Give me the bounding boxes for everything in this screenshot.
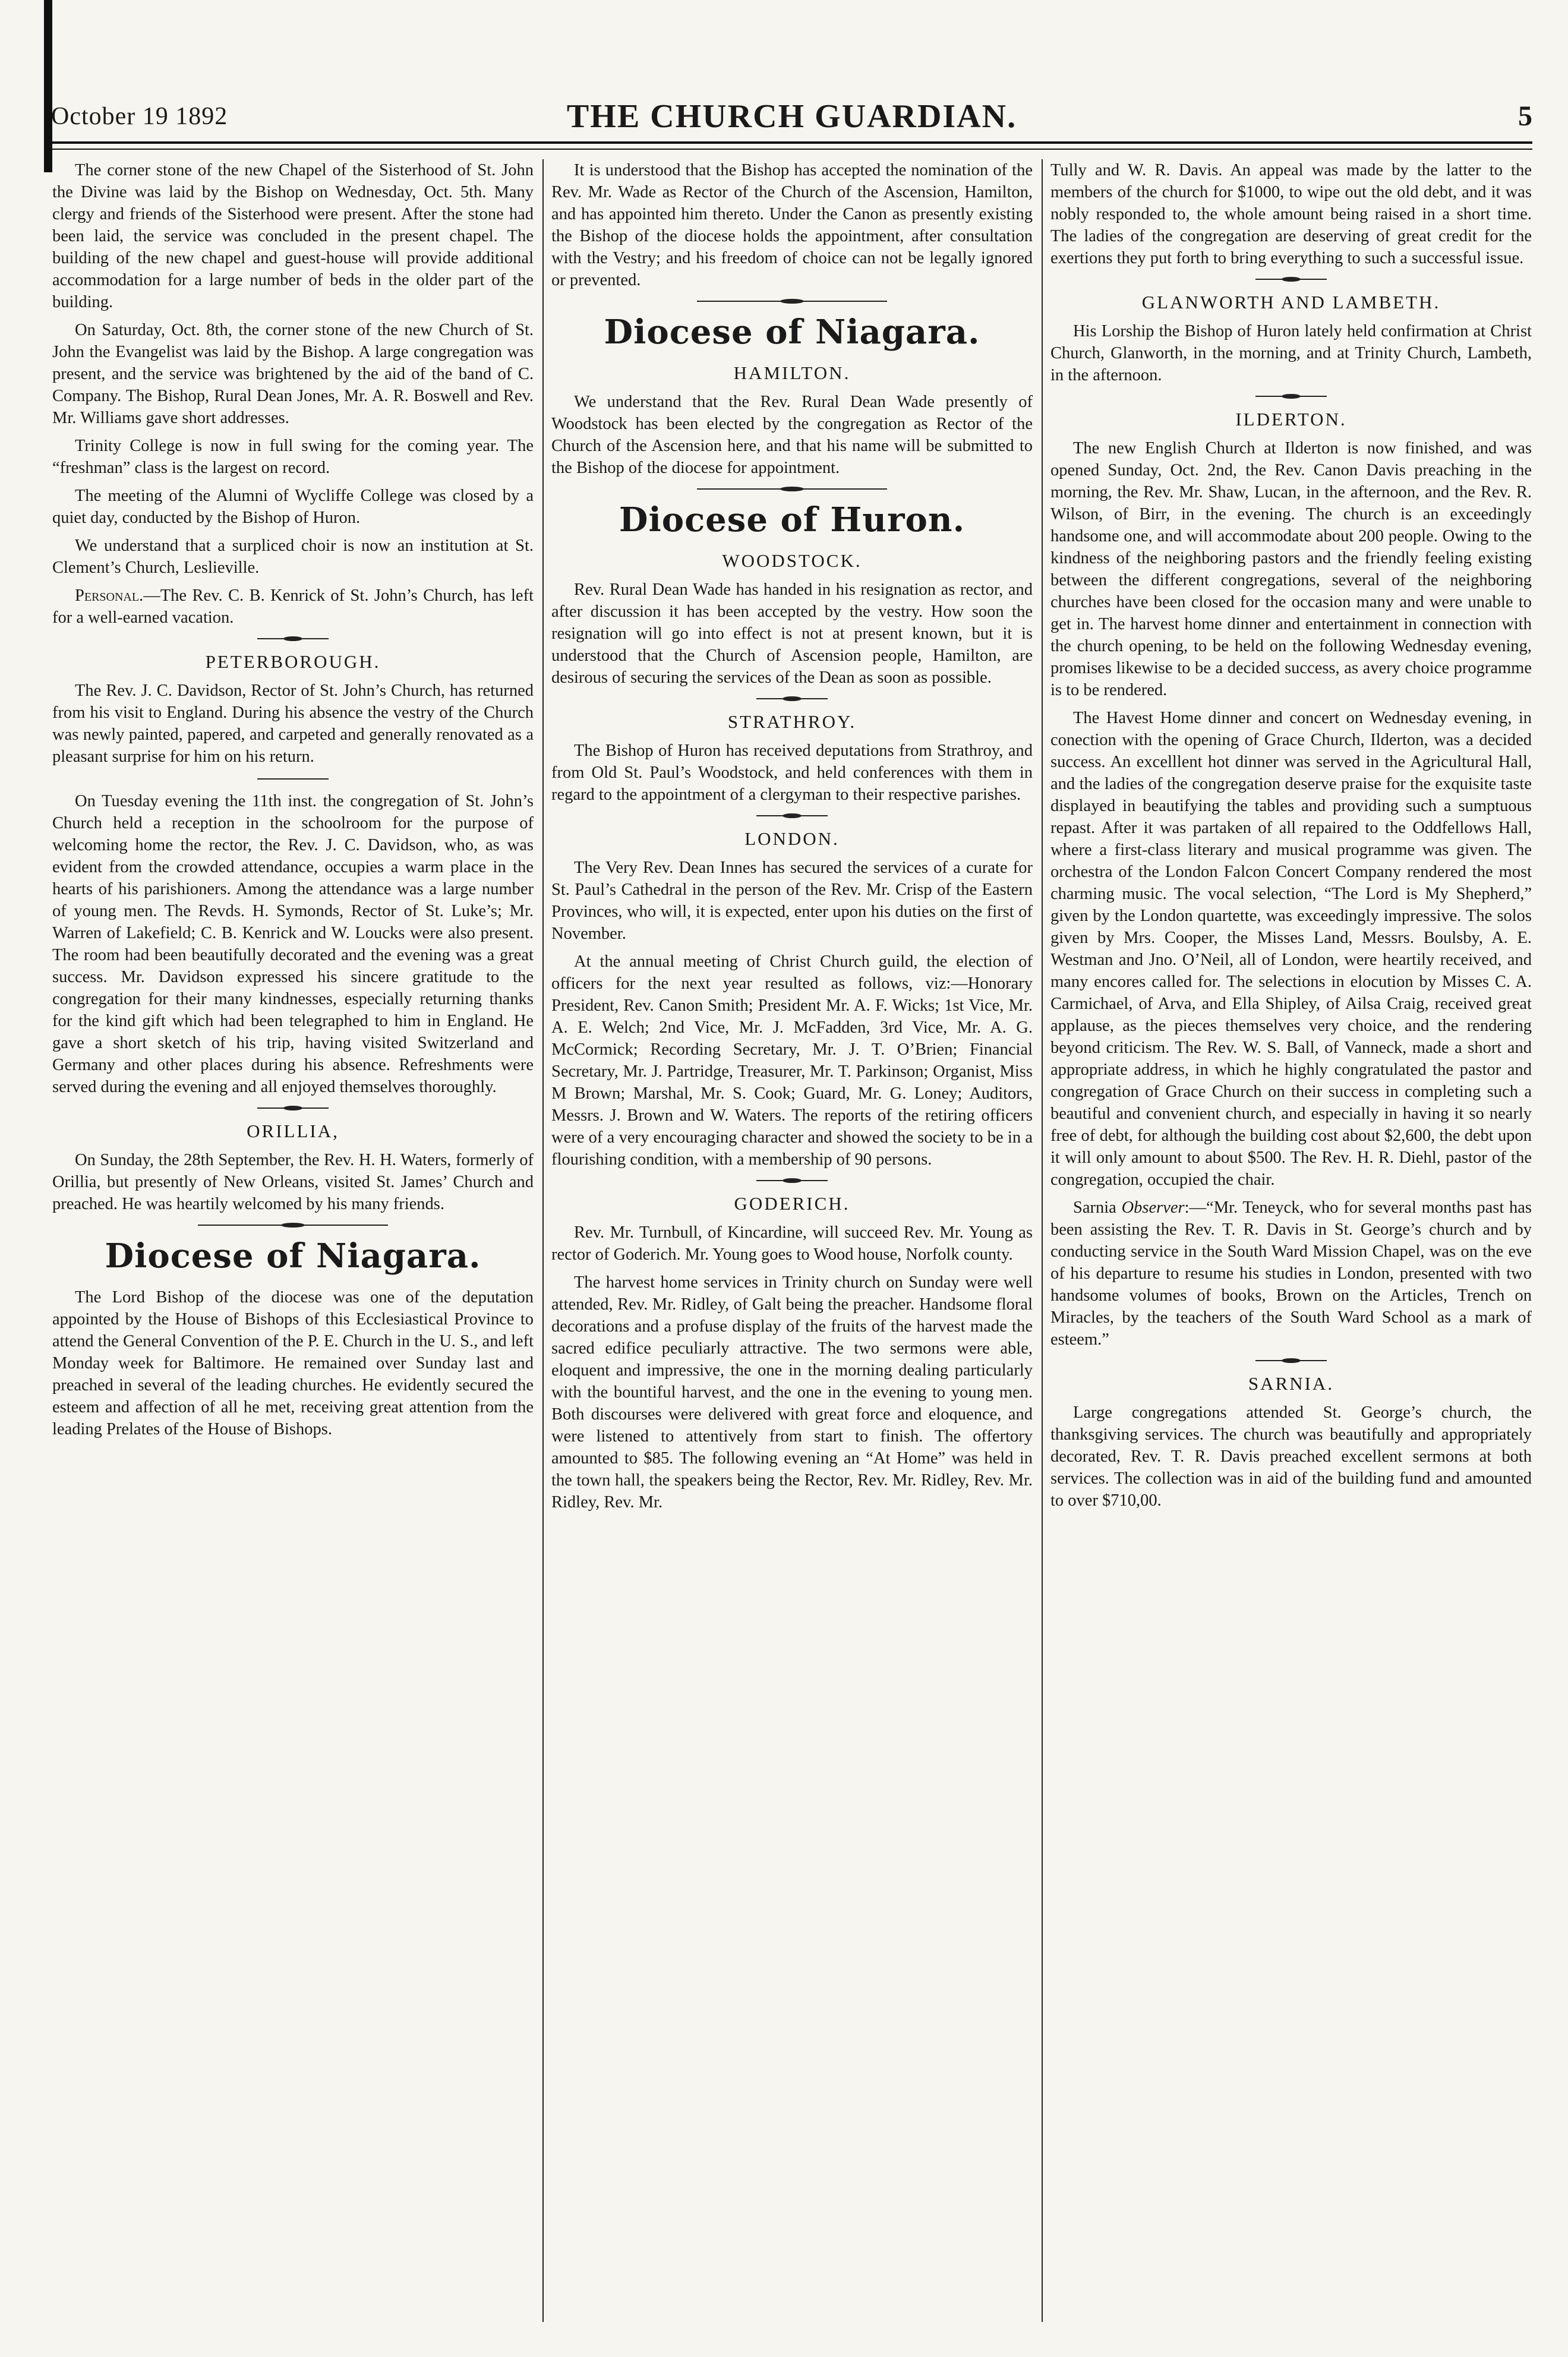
article-lord-bishop-deputation: The Lord Bishop of the diocese was one of the deputation appointed by the House of Bishops of this Ecclesiastical Province to attend the General Convention of the P. E. Church in the U. S., and left Monday week for Baltimore. He remained over Sunday last and preached in several of the leading churches. He evidently secured the esteem and affection of all he met, receiving great attention from the leading Prelates of the House of Bishops.: [52, 1288, 534, 1438]
article-strathroy-deputations: The Bishop of Huron has received deputations from Strathroy, and from Old St. Paul’s Woodstock, and held conferences with them in regard to the appointment of a clergyman to their respective parishes.: [551, 742, 1033, 804]
header-rule-thin: [51, 149, 1532, 150]
heading-peterborough: PETERBOROUGH.: [205, 651, 381, 672]
article-orillia-waters: On Sunday, the 28th September, the Rev. H. H. Waters, formerly of Orillia, but presently of New Orleans, visited St. James’ Church and preached. He was heartily welcomed by his many friends.: [52, 1151, 534, 1213]
page-edge-bar: [44, 0, 52, 172]
heading-hamilton: HAMILTON.: [733, 362, 851, 383]
article-wade-nomination: It is understood that the Bishop has accepted the nomination of the Rev. Mr. Wade as Rector of the Church of the Ascension, Hamilton, and has appointed him thereto. Under the Canon as presently existing the Bishop of the diocese holds the appointment, after consultation with the Vestry; and his freedom of choice can not be legally ignored or prevented.: [551, 161, 1033, 289]
article-davidson-reception: On Tuesday evening the 11th inst. the congregation of St. John’s Church held a reception in the schoolroom for the purpose of welcoming home the rector, the Rev. J. C. Davidson, who, as was evident from the crowded attendance, occupies a warm place in the hearts of his parishioners. Among the attendance was a large number of young men. The Revds. H. Symonds, Rector of St. Luke’s; Mr. Warren of Lakefield; C. B. Kenrick and W. Loucks were also present. The room had been beautifully decorated and the evening was a great success. Mr. Davidson expressed his sincere gratitude to the congregation for their many kindnesses, especially returning thanks for the kind gift which had been telegraphed to him in England. He gave a short sketch of his trip, having visited Switzerland and Germany and other places during his absence. Refreshments were served during the evening and all enjoyed themselves thoroughly.: [52, 792, 534, 1096]
issue-date: October 19 1892: [51, 103, 228, 130]
heading-diocese-niagara: Diocese of Niagara.: [604, 313, 980, 352]
column-2: [551, 159, 1033, 2334]
heading-london: LONDON.: [744, 828, 840, 849]
article-harvest-home-trinity: The harvest home services in Trinity church on Sunday were well attended, Rev. Mr. Ridley, of Galt being the preacher. Handsome floral decorations and a profuse display of the fruits of the harvest made the sacred edifice peculiarly attractive. The two sermons were able, eloquent and impressive, the one in the morning dealing particularly with the bountiful harvest, and the one in the evening to young men. Both discourses were delivered with great force and eloquence, and were listened to attentively from start to finish. The offertory amounted to $85. The following evening an “At Home” was held in the town hall, the speakers being the Rector, Rev. Mr. Ridley, Rev. Mr. Ridley, Rev. Mr.: [551, 1273, 1033, 1512]
short-rule: [257, 778, 329, 780]
article-sarnia-thanksgiving: Large congregations attended St. George’s church, the thanksgiving services. The church was beautifully and appropriately decorated, Rev. T. R. Davis preached excellent sermons at both services. The collection was in aid of the building fund and amounted to over $710,00.: [1050, 1403, 1532, 1510]
sarnia-lead: Sarnia: [1073, 1198, 1122, 1217]
article-hamilton-wade: We understand that the Rev. Rural Dean Wade presently of Woodstock has been elected by the congregation as Rector of the Church of the Ascension here, and that his name will be submitted to the Bishop of the diocese for appointment.: [551, 393, 1033, 477]
article-personal: [52, 585, 534, 629]
article-london-curate: The Very Rev. Dean Innes has secured the services of a curate for St. Paul’s Cathedral in the person of the Rev. Mr. Crisp of the Eastern Provinces, who will, it is expected, enter upon his duties on the first of November.: [551, 859, 1033, 943]
separator-ornament: [756, 1176, 828, 1185]
heading-woodstock: WOODSTOCK.: [722, 550, 862, 571]
article-davidson-return: The Rev. J. C. Davidson, Rector of St. John’s Church, has returned from his visit to England. During his absence the vestry of the Church was newly painted, papered, and carpeted and generally renovated as a pleasant surprise for him on his return.: [52, 681, 534, 766]
heading-glanworth-lambeth: GLANWORTH AND LAMBETH.: [1141, 292, 1441, 313]
heading-diocese-niagara-col1: Diocese of Niagara.: [105, 1236, 481, 1276]
article-st-john-evangelist: On Saturday, Oct. 8th, the corner stone of the new Church of St. John the Evangelist was laid by the Bishop. A large congregation was present, and the service was brightened by the aid of the band of C. Company. The Bishop, Rural Dean Jones, Mr. A. R. Boswell and Rev. Mr. Williams gave short addresses.: [52, 321, 534, 427]
observer-title: Observer: [1121, 1198, 1185, 1217]
article-wycliffe-alumni: The meeting of the Alumni of Wycliffe College was closed by a quiet day, conducted by the Bishop of Huron.: [52, 487, 534, 527]
heading-goderich: GODERICH.: [734, 1193, 850, 1214]
article-glanworth-confirmation: His Lorship the Bishop of Huron lately held confirmation at Christ Church, Glanworth, in the morning, and at Trinity Church, Lambeth, in the afternoon.: [1050, 322, 1532, 384]
personal-text: —The Rev. C. B. Kenrick of St. John’s Church, has left for a well-earned vacation.: [52, 586, 534, 627]
article-christ-church-guild: At the annual meeting of Christ Church guild, the election of officers for the next year resulted as follows, viz:—Honorary President, Rev. Canon Smith; President Mr. A. F. Wicks; 1st Vice, Mr. A. E. Welch; 2nd Vice, Mr. J. McFadden, 3rd Vice, Mr. A. G. McCormick; Recording Secretary, Mr. J. T. O’Brien; Financial Secretary, Mr. J. Partridge, Treasurer, Mr. T. Parkinson; Organist, Miss M Brown; Marshal, Mr. S. Cook; Guard, Mr. G. Loney; Auditors, Messrs. J. Brown and W. Waters. The reports of the retiring officers were of a very encouraging character and showed the society to be in a flourishing condition, with a membership of 90 persons.: [551, 952, 1033, 1169]
personal-lead: Personal.: [75, 586, 144, 605]
article-woodstock-resignation: Rev. Rural Dean Wade has handed in his resignation as rector, and after discussion it has been accepted by the vestry. How soon the resignation will go into effect is not at present known, but it is understood that the Church of Ascension people, Hamilton, are desirous of securing the services of the Dean as soon as possible.: [551, 580, 1033, 687]
heading-ilderton: ILDERTON.: [1235, 409, 1347, 430]
article-harvest-home-dinner: The Havest Home dinner and concert on Wednesday evening, in conection with the opening of Grace Church, Ilderton, was a decided success. An excelllent hot dinner was served in the Agricultural Hall, and the ladies of the congregation deserve praise for the exquisite taste displayed in beautifying the tables and providing such a sumptuous repast. After it was partaken of all repaired to the Oddfellows Hall, where a first-class literary and musical programme was given. The orchestra of the London Falcon Concert Company rendered the most charming music. The vocal selection, “The Lord is My Shepherd,” given by the London quartette, was exceedingly impressive. The solos given by Mrs. Cooper, the Misses Land, Messrs. Boulsby, A. E. Westman and Jno. O’Neil, all of London, were heartily received, and many encores called for. The selections in elocution by Misses C. A. Carmichael, of Arva, and Ella Shipley, of Ailsa Craig, received great applause, as the pieces themselves very choice, and the rendering beyond criticism. The Rev. W. S. Ball, of Vanneck, made a short and appropriate address, in which he highly congratulated the pastor and congregation of Grace Church on their success in completing such a beautiful and convenient church, and especially in having it so nearly free of debt, for although the building cost about $2,600, the debt upon it will only amount to about $500. The Rev. H. R. Diehl, pastor of the congregation, occupied the chair.: [1050, 709, 1532, 1189]
heading-sarnia: SARNIA.: [1248, 1373, 1334, 1394]
header-rule-thick: [51, 141, 1532, 144]
column-3: [1050, 159, 1532, 2334]
separator-ornament: [198, 1221, 388, 1229]
article-columns: [52, 159, 1532, 2334]
heading-strathroy: STRATHROY.: [727, 711, 857, 732]
sarnia-observer-text: :—“Mr. Teneyck, who for several months past has been assisting the Rev. T. R. Davis in St. George’s church and by conducting service in the South Ward Mission Chapel, was on the eve of his departure to resume his studies in London, presented with two handsome volumes of books, Brown on the Articles, Trench on Miracles, by the teachers of the South Ward School as a mark of esteem.”: [1050, 1198, 1532, 1349]
page-number: 5: [1518, 100, 1532, 132]
article-goderich-turnbull: Rev. Mr. Turnbull, of Kincardine, will succeed Rev. Mr. Young as rector of Goderich. Mr. Young goes to Wood house, Norfolk county.: [551, 1223, 1033, 1264]
separator-ornament: [257, 635, 329, 643]
separator-ornament: [257, 1104, 329, 1112]
separator-ornament: [1255, 392, 1327, 400]
article-surpliced-choir: We understand that a surpliced choir is now an institution at St. Clement’s Church, Leslieville.: [52, 537, 534, 577]
newspaper-title: THE CHURCH GUARDIAN.: [566, 98, 1017, 135]
column-1: [52, 159, 534, 2334]
separator-ornament: [697, 297, 887, 305]
separator-ornament: [1255, 275, 1327, 283]
article-ilderton-church: The new English Church at Ilderton is now finished, and was opened Sunday, Oct. 2nd, the Rev. Canon Davis preaching in the morning, the Rev. Mr. Shaw, Lucan, in the afternoon, and the Rev. R. Wilson, of Birr, in the evening. The church is an exceedingly handsome one, and will accommodate about 200 people. Owing to the kindness of the neighboring pastors and the friendly feeling existing between the different congregations, several of the neighboring churches have been closed for the occasion many and were unable to get in. The harvest home dinner and entertainment in connection with the church opening, to be held on the following Wednesday evening, promises likewise to be a decided success, as avery choice programme is to be rendered.: [1050, 439, 1532, 699]
heading-orillia: ORILLIA,: [247, 1121, 339, 1141]
heading-diocese-huron: Diocese of Huron.: [619, 500, 966, 539]
page-header: [51, 89, 1532, 143]
separator-ornament: [1255, 1356, 1327, 1365]
separator-ornament: [697, 485, 887, 493]
article-sisterhood-chapel: The corner stone of the new Chapel of the Sisterhood of St. John the Divine was laid by the Bishop on Wednesday, Oct. 5th. Many clergy and friends of the Sisterhood were present. After the stone had been laid, the service was concluded in the present chapel. The building of the new chapel and guest-house will provide additional accommodation for a large number of beds in the older part of the building.: [52, 161, 534, 311]
separator-ornament: [756, 695, 828, 703]
separator-ornament: [756, 812, 828, 820]
article-debt-appeal: Tully and W. R. Davis. An appeal was made by the latter to the members of the church for $1000, to wipe out the old debt, and it was nobly responded to, the whole amount being raised in a short time. The ladies of the congregation are deserving of great credit for the exertions they put forth to bring everything to such a successful issue.: [1050, 161, 1532, 267]
article-sarnia-observer: [1050, 1197, 1532, 1351]
article-trinity-college: Trinity College is now in full swing for the coming year. The “freshman” class is the largest on record.: [52, 437, 534, 477]
